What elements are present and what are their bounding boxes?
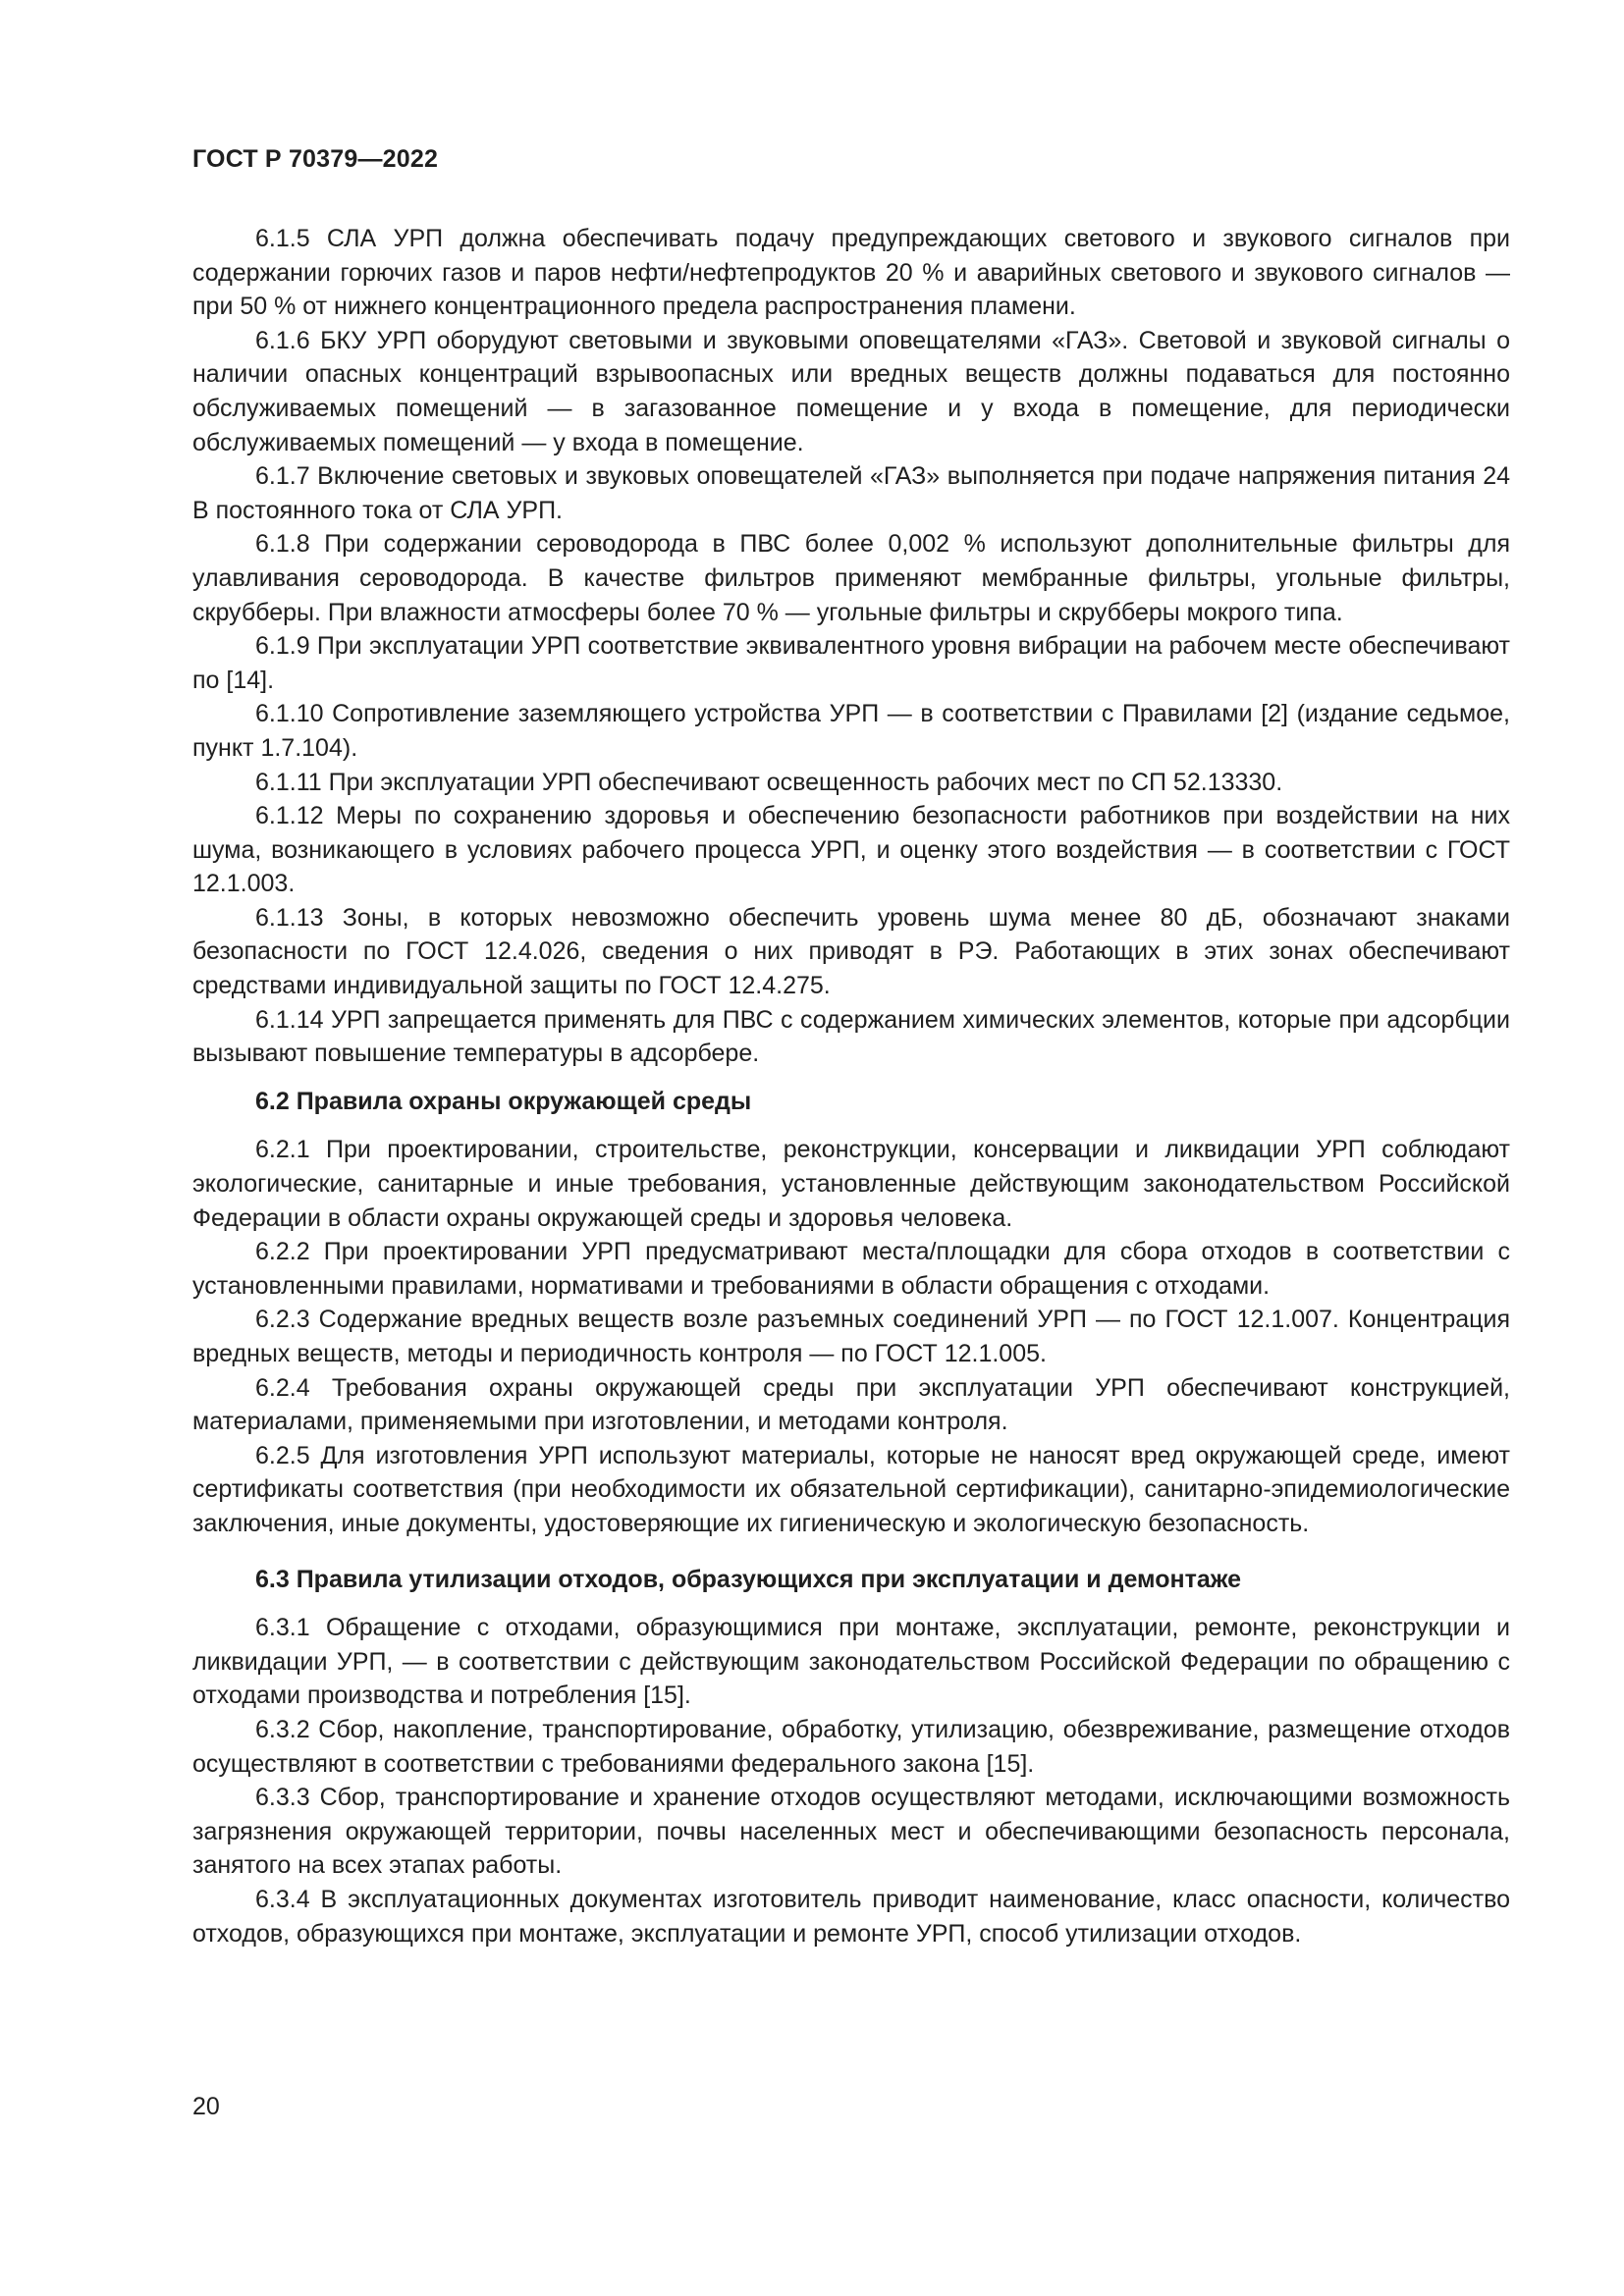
clause-6-1-11: 6.1.11 При эксплуатации УРП обеспечивают освещенность рабочих мест по СП 52.13330. [255, 768, 1283, 796]
page-number: 20 [192, 2093, 220, 2120]
clause-6-2-5: 6.2.5 Для изготовления УРП используют материалы, которые не наносят вред окружающей среде, имеют сертификаты соответствия (при необходимости их обязательной сертификации), санитарно-эпидемиологические заключения, иные документы, удостоверяющие их гигиеническую и экологическую безопасность. [192, 1441, 1510, 1537]
clause-6-1-14: 6.1.14 УРП запрещается применять для ПВС с содержанием химических элементов, которые при адсорбции вызывают повышение температуры в адсорбере. [192, 1005, 1510, 1068]
clause-6-2-4: 6.2.4 Требования охраны окружающей среды при эксплуатации УРП обеспечивают конструкцией, материалами, применяемыми при изготовлении, и методами контроля. [192, 1373, 1510, 1436]
clause-6-1-5: 6.1.5 СЛА УРП должна обеспечивать подачу предупреждающих светового и звукового сигналов при содержании горючих газов и паров нефти/нефтепродуктов 20 % и аварийных светового и звукового сигналов — при 50 % от нижнего концентрационного предела распространения пламени. [192, 225, 1510, 321]
document-body [192, 222, 1510, 1950]
clause-6-2-1: 6.2.1 При проектировании, строительстве, реконструкции, консервации и ликвидации УРП соблюдают экологические, санитарные и иные требования, установленные действующим законодательством Российской Федерации в области охраны окружающей среды и здоровья человека. [192, 1136, 1510, 1232]
clause-6-1-12: 6.1.12 Меры по сохранению здоровья и обеспечению безопасности работников при воздействии на них шума, возникающего в условиях рабочего процесса УРП, и оценку этого воздействия — в соответствии с ГОСТ 12.1.003. [192, 802, 1510, 898]
clause-6-1-7: 6.1.7 Включение световых и звуковых оповещателей «ГАЗ» выполняется при подаче напряжения питания 24 В постоянного тока от СЛА УРП. [192, 462, 1510, 524]
clause-6-1-8: 6.1.8 При содержании сероводорода в ПВС более 0,002 % используют дополнительные фильтры для улавливания сероводорода. В качестве фильтров применяют мембранные фильтры, угольные фильтры, скрубберы. При влажности атмосферы более 70 % — угольные фильтры и скрубберы мокрого типа. [192, 530, 1510, 626]
clause-6-3-4: 6.3.4 В эксплуатационных документах изготовитель приводит наименование, класс опасности, количество отходов, образующихся при монтаже, эксплуатации и ремонте УРП, способ утилизации отходов. [192, 1885, 1510, 1948]
clause-6-1-10: 6.1.10 Сопротивление заземляющего устройства УРП — в соответствии с Правилами [2] (издание седьмое, пункт 1.7.104). [192, 700, 1510, 762]
clause-6-3-1: 6.3.1 Обращение с отходами, образующимися при монтаже, эксплуатации, ремонте, реконструкции и ликвидации УРП, — в соответствии с действующим законодательством Российской Федерации по обращению с отходами производства и потребления [15]. [192, 1614, 1510, 1710]
clause-6-3-2: 6.3.2 Сбор, накопление, транспортирование, обработку, утилизацию, обезвреживание, размещение отходов осуществляют в соответствии с требованиями федерального закона [15]. [192, 1715, 1510, 1778]
clause-6-2-2: 6.2.2 При проектировании УРП предусматривают места/площадки для сбора отходов в соответствии с установленными правилами, нормативами и требованиями в области обращения с отходами. [192, 1238, 1510, 1300]
clause-6-1-9: 6.1.9 При эксплуатации УРП соответствие эквивалентного уровня вибрации на рабочем месте обеспечивают по [14]. [192, 632, 1510, 694]
clause-6-3-3: 6.3.3 Сбор, транспортирование и хранение отходов осуществляют методами, исключающими возможность загрязнения окружающей территории, почвы населенных мест и обеспечивающими безопасность персонала, занятого на всех этапах работы. [192, 1784, 1510, 1880]
document-header: ГОСТ Р 70379—2022 [192, 145, 439, 173]
clause-6-1-6: 6.1.6 БКУ УРП оборудуют световыми и звуковыми оповещателями «ГАЗ». Световой и звуковой сигналы о наличии опасных концентраций взрывоопасных или вредных веществ должны подаваться для постоянно обслуживаемых помещений — в загазованное помещение и у входа в помещение, для периодически обслуживаемых помещений — у входа в помещение. [192, 326, 1510, 456]
clause-6-1-13: 6.1.13 Зоны, в которых невозможно обеспечить уровень шума менее 80 дБ, обозначают знаками безопасности по ГОСТ 12.4.026, сведения о них приводят в РЭ. Работающих в этих зонах обеспечивают средствами индивидуальной защиты по ГОСТ 12.4.275. [192, 903, 1510, 1000]
clause-6-2-3: 6.2.3 Содержание вредных веществ возле разъемных соединений УРП — по ГОСТ 12.1.007. Концентрация вредных веществ, методы и периодичность контроля — по ГОСТ 12.1.005. [192, 1306, 1510, 1367]
section-heading-6-2: 6.2 Правила охраны окружающей среды [255, 1087, 752, 1115]
section-heading-6-3: 6.3 Правила утилизации отходов, образующихся при эксплуатации и демонтаже [255, 1565, 1242, 1593]
